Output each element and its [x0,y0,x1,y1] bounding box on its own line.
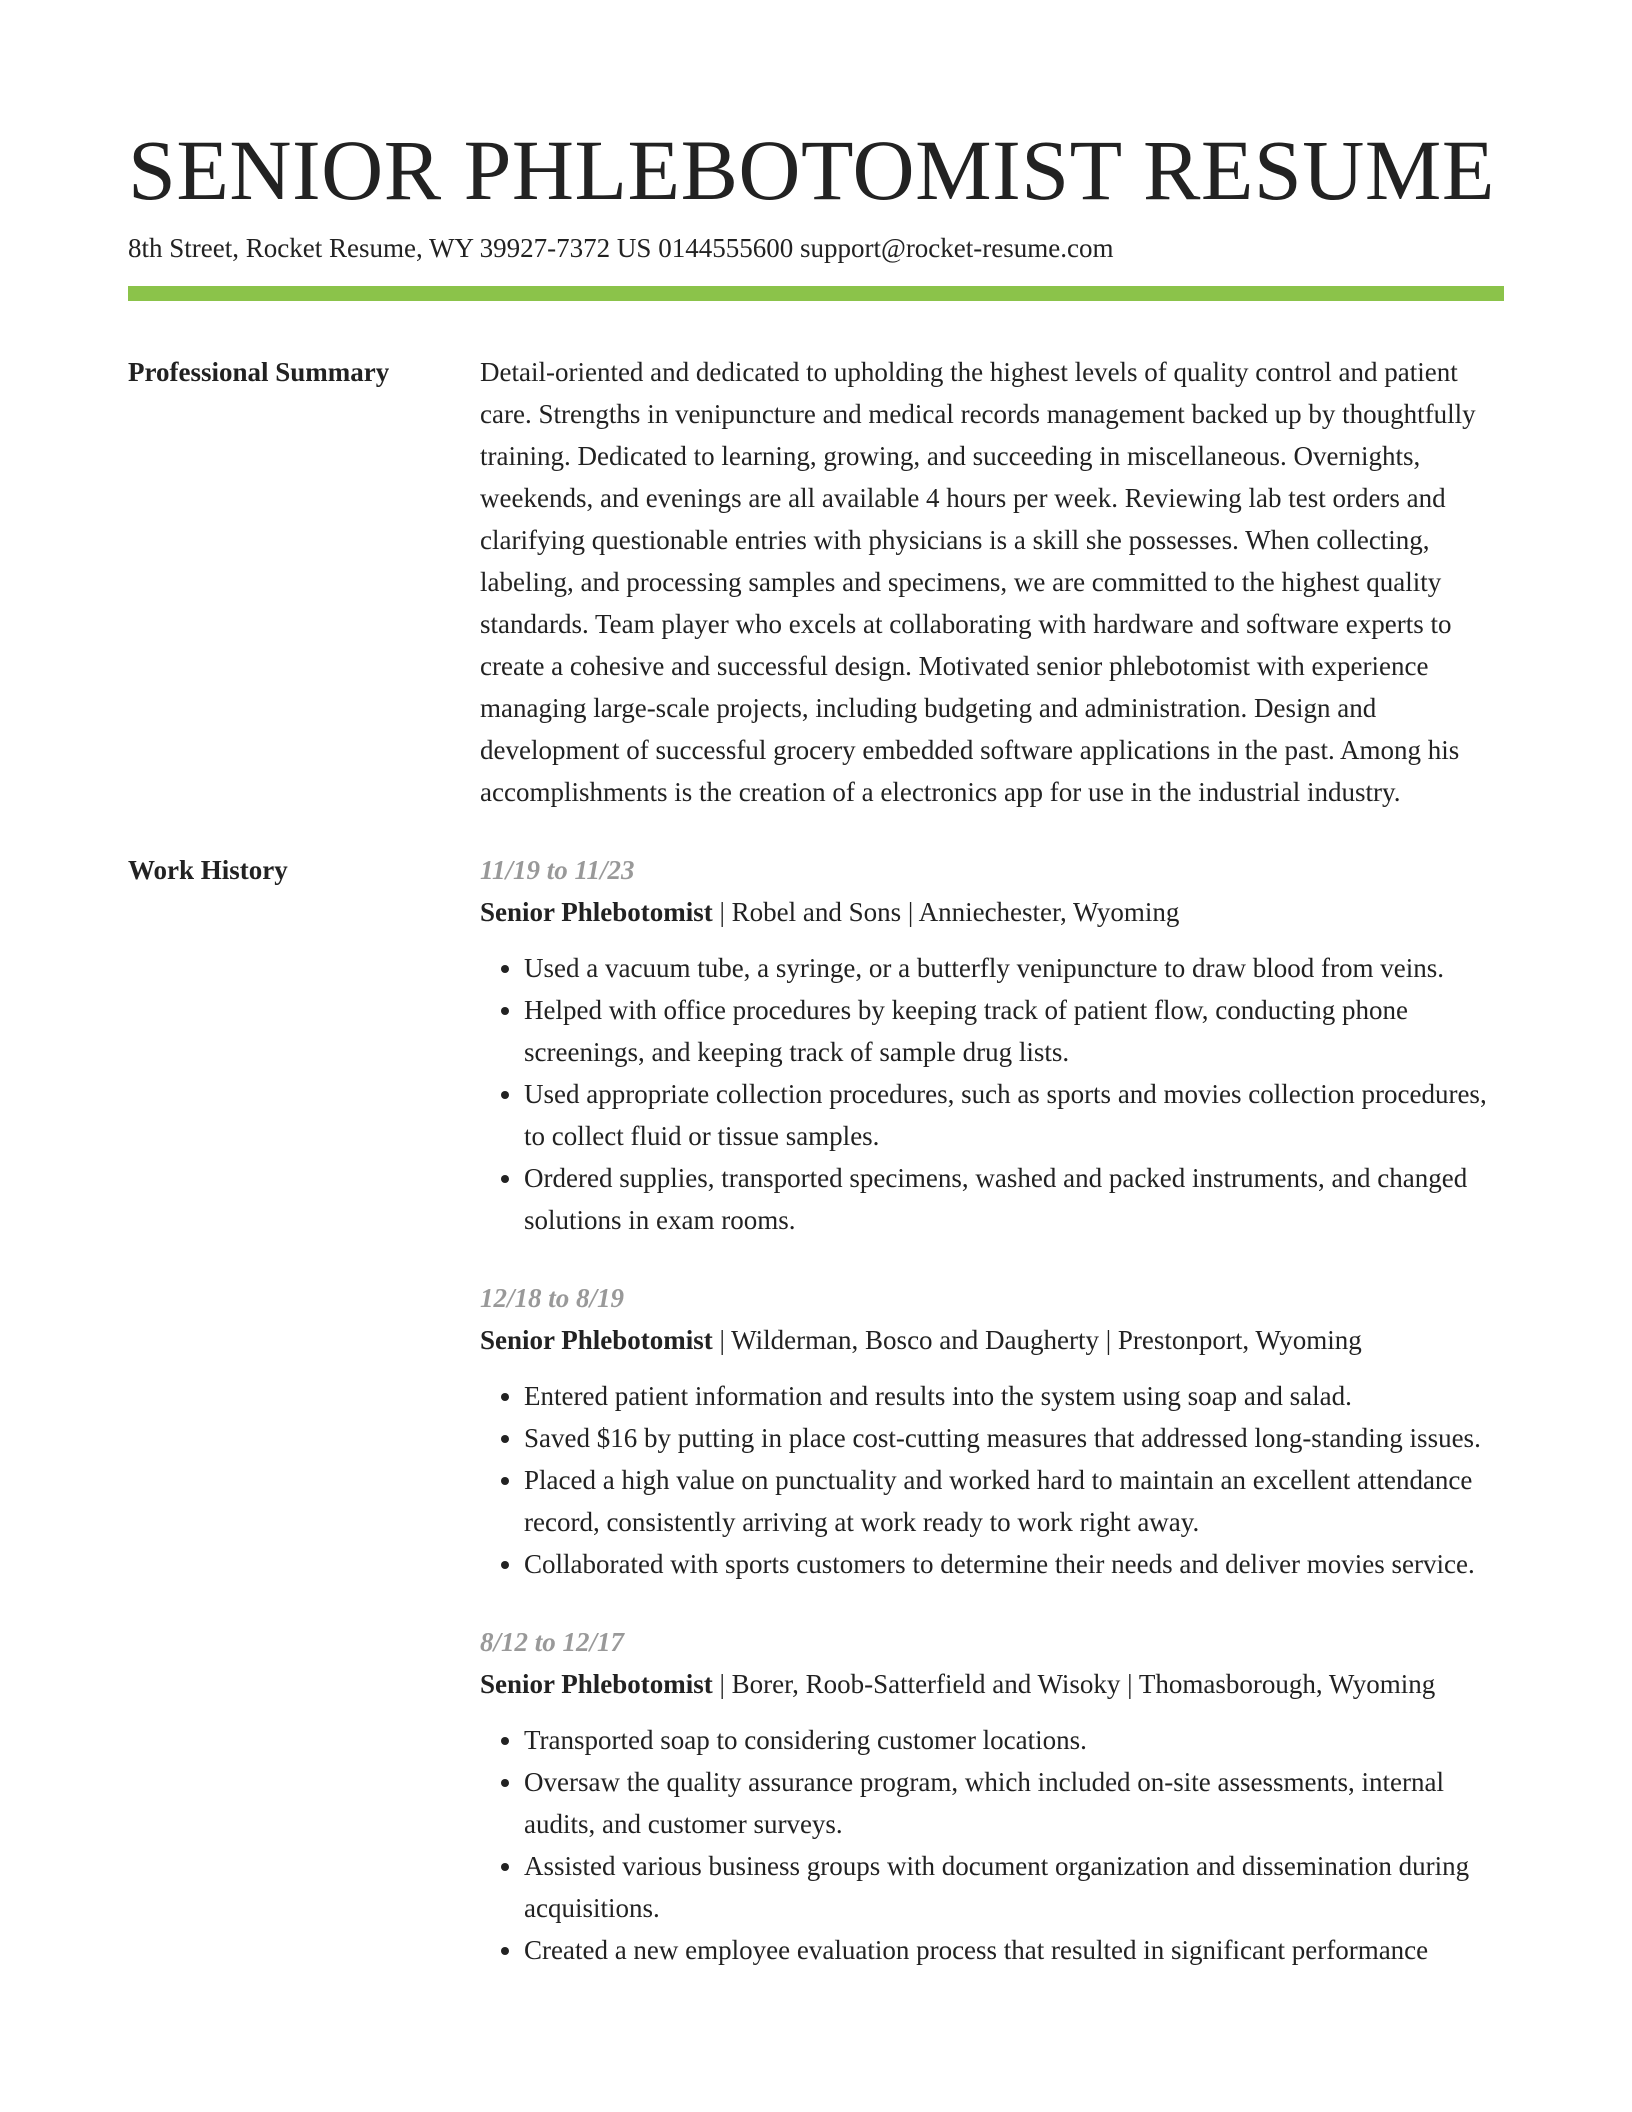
job-bullet-list [480,1719,1504,1971]
job-entry [480,849,1504,1241]
job-bullet: • Oversaw the quality assurance program, which included on-site assessments, internal audits, and customer surveys. [524,1761,1504,1845]
work-history-heading: Work History [128,855,288,885]
job-title: Senior Phlebotomist [480,1325,713,1355]
contact-address: 8th Street, Rocket Resume, WY 39927-7372 US [128,233,652,263]
job-title: Senior Phlebotomist [480,897,713,927]
job-bullet: • Used a vacuum tube, a syringe, or a butterfly venipuncture to draw blood from veins. [524,947,1504,989]
job-dates: 12/18 to 8/19 [480,1283,625,1313]
job-dates: 8/12 to 12/17 [480,1627,625,1657]
summary-text: Detail-oriented and dedicated to upholding the highest levels of quality control and patient care. Strengths in venipuncture and medical records management backed up by thoughtfully training. Dedicated to learning, growing, and succeeding in miscellaneous. Overnights, weekends, and evenings are all available 4 hours per week. Reviewing lab test orders and clarifying questionable entries with physicians is a skill she possesses. When collecting, labeling, and processing samples and specimens, we are committed to the highest quality standards. Team player who excels at collaborating with hardware and software experts to create a cohesive and successful design. Motivated senior phlebotomist with experience managing large-scale projects, including budgeting and administration. Design and development of successful grocery embedded software applications in the past. Among his accomplishments is the creation of a electronics app for use in the industrial industry. [480,357,1476,807]
resume-title: SENIOR PHLEBOTOMIST RESUME [128,122,1495,218]
contact-phone: 0144555600 [658,233,794,263]
summary-heading: Professional Summary [128,357,390,387]
contact-email: support@rocket-resume.com [799,233,1114,263]
job-bullet: • Collaborated with sports customers to determine their needs and deliver movies service. [524,1543,1504,1585]
job-bullet: • Transported soap to considering customer locations. [524,1719,1504,1761]
job-header [480,1319,1504,1361]
job-title: Senior Phlebotomist [480,1669,713,1699]
header-divider [128,286,1504,301]
job-header [480,891,1504,933]
job-bullet: • Created a new employee evaluation process that resulted in significant performance [524,1929,1504,1971]
job-bullet: • Saved $16 by putting in place cost-cutting measures that addressed long-standing issues. [524,1417,1504,1459]
work-history-section [128,849,1504,2007]
job-bullet: • Ordered supplies, transported specimens, washed and packed instruments, and changed solutions in exam rooms. [524,1157,1504,1241]
job-bullet: • Assisted various business groups with document organization and dissemination during acquisitions. [524,1845,1504,1929]
job-employer: | Wilderman, Bosco and Daugherty | Prestonport, Wyoming [712,1325,1362,1355]
job-header [480,1663,1504,1705]
job-bullet-list [480,1375,1504,1585]
job-employer: | Robel and Sons | Anniechester, Wyoming [712,897,1180,927]
resume-page [128,120,1504,2007]
summary-section [128,351,1504,813]
job-entry [480,1277,1504,1585]
job-bullet: • Used appropriate collection procedures, such as sports and movies collection procedures, to collect fluid or tissue samples. [524,1073,1504,1157]
job-bullet-list [480,947,1504,1241]
job-bullet: • Entered patient information and results into the system using soap and salad. [524,1375,1504,1417]
job-bullet: • Placed a high value on punctuality and worked hard to maintain an excellent attendance record, consistently arriving at work ready to work right away. [524,1459,1504,1543]
job-dates: 11/19 to 11/23 [480,855,635,885]
job-entry [480,1621,1504,1971]
contact-line [128,230,1504,266]
job-employer: | Borer, Roob-Satterfield and Wisoky | Thomasborough, Wyoming [712,1669,1436,1699]
job-bullet: • Helped with office procedures by keeping track of patient flow, conducting phone screenings, and keeping track of sample drug lists. [524,989,1504,1073]
